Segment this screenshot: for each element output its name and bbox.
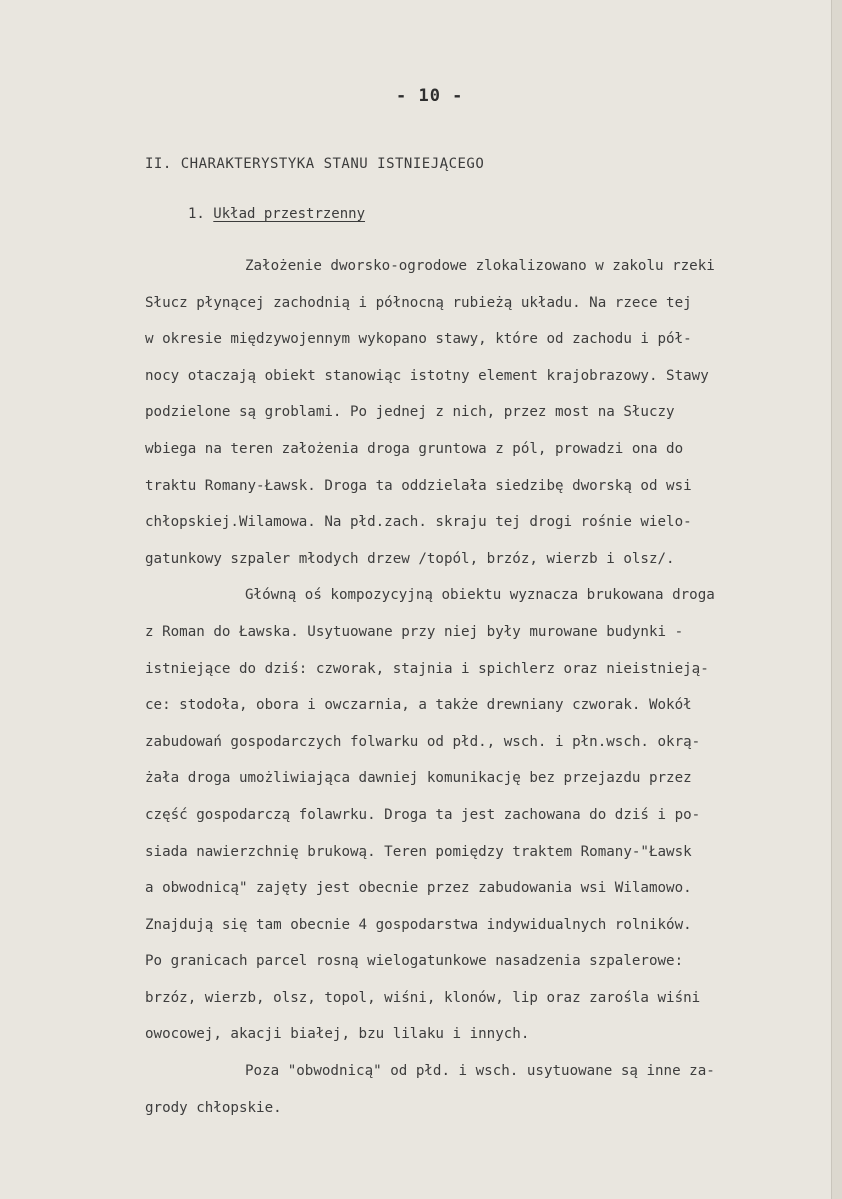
paragraph-3-line-1: Poza "obwodnicą" od płd. i wsch. usytuowane są inne za- (245, 1063, 715, 1080)
paragraph-2-line-11: Po granicach parcel rosną wielogatunkowe nasadzenia szpalerowe: (145, 953, 684, 970)
subsection-number: 1. (188, 206, 205, 222)
paragraph-1-line-2: Słucz płynącej zachodnią i północną rubieżą układu. Na rzece tej (145, 294, 692, 311)
paragraph-3-line-2: grody chłopskie. (145, 1099, 282, 1116)
subsection-title: Układ przestrzenny (213, 206, 366, 222)
paragraph-1-line-3: w okresie międzywojennym wykopano stawy, które od zachodu i pół- (145, 331, 692, 348)
paragraph-2-line-3: istniejące do dziś: czworak, stajnia i spichlerz oraz nieistnieją- (145, 660, 709, 677)
section-heading: II. CHARAKTERYSTYKA STANU ISTNIEJĄCEGO (145, 156, 485, 172)
paragraph-2-line-8: siada nawierzchnię brukową. Teren pomiędzy traktem Romany-"Ławsk (145, 843, 692, 860)
paragraph-1-line-7: traktu Romany-Ławsk. Droga ta oddzielała siedzibę dworską od wsi (145, 477, 692, 494)
page-number: - 10 - (396, 86, 464, 106)
paragraph-2-line-12: brzóz, wierzb, olsz, topol, wiśni, klonów, lip oraz zarośla wiśni (145, 989, 701, 1006)
paragraph-1-line-4: nocy otaczają obiekt stanowiąc istotny element krajobrazowy. Stawy (145, 367, 709, 384)
subsection-heading (188, 206, 365, 222)
body-text (145, 248, 825, 1126)
paragraph-2-line-13: owocowej, akacji białej, bzu lilaku i innych. (145, 1026, 530, 1043)
paragraph-2-line-5: zabudowań gospodarczych folwarku od płd., wsch. i płn.wsch. okrą- (145, 733, 701, 750)
paragraph-1-line-8: chłopskiej.Wilamowa. Na płd.zach. skraju tej drogi rośnie wielo- (145, 514, 692, 531)
paragraph-1-line-6: wbiega na teren założenia droga gruntowa z pól, prowadzi ona do (145, 440, 684, 457)
paragraph-2-line-6: żała droga umożliwiająca dawniej komunikację bez przejazdu przez (145, 770, 692, 787)
paragraph-2-line-7: część gospodarczą folawrku. Droga ta jest zachowana do dziś i po- (145, 806, 701, 823)
paragraph-2-line-10: Znajdują się tam obecnie 4 gospodarstwa indywidualnych rolników. (145, 916, 692, 933)
paragraph-2-line-1: Główną oś kompozycyjną obiektu wyznacza brukowana droga (245, 587, 715, 604)
paragraph-2-line-4: ce: stodoła, obora i owczarnia, a także drewniany czworak. Wokół (145, 697, 692, 714)
paragraph-2-line-9: a obwodnicą" zajęty jest obecnie przez zabudowania wsi Wilamowo. (145, 880, 692, 897)
paragraph-1-line-1: Założenie dworsko-ogrodowe zlokalizowano w zakolu rzeki (245, 258, 715, 274)
page-edge (831, 0, 842, 1199)
paragraph-2-line-2: z Roman do Ławska. Usytuowane przy niej były murowane budynki - (145, 623, 684, 640)
paragraph-1-line-5: podzielone są groblami. Po jednej z nich, przez most na Słuczy (145, 404, 675, 421)
paragraph-1-line-9: gatunkowy szpaler młodych drzew /topól, brzóz, wierzb i olsz/. (145, 550, 675, 567)
